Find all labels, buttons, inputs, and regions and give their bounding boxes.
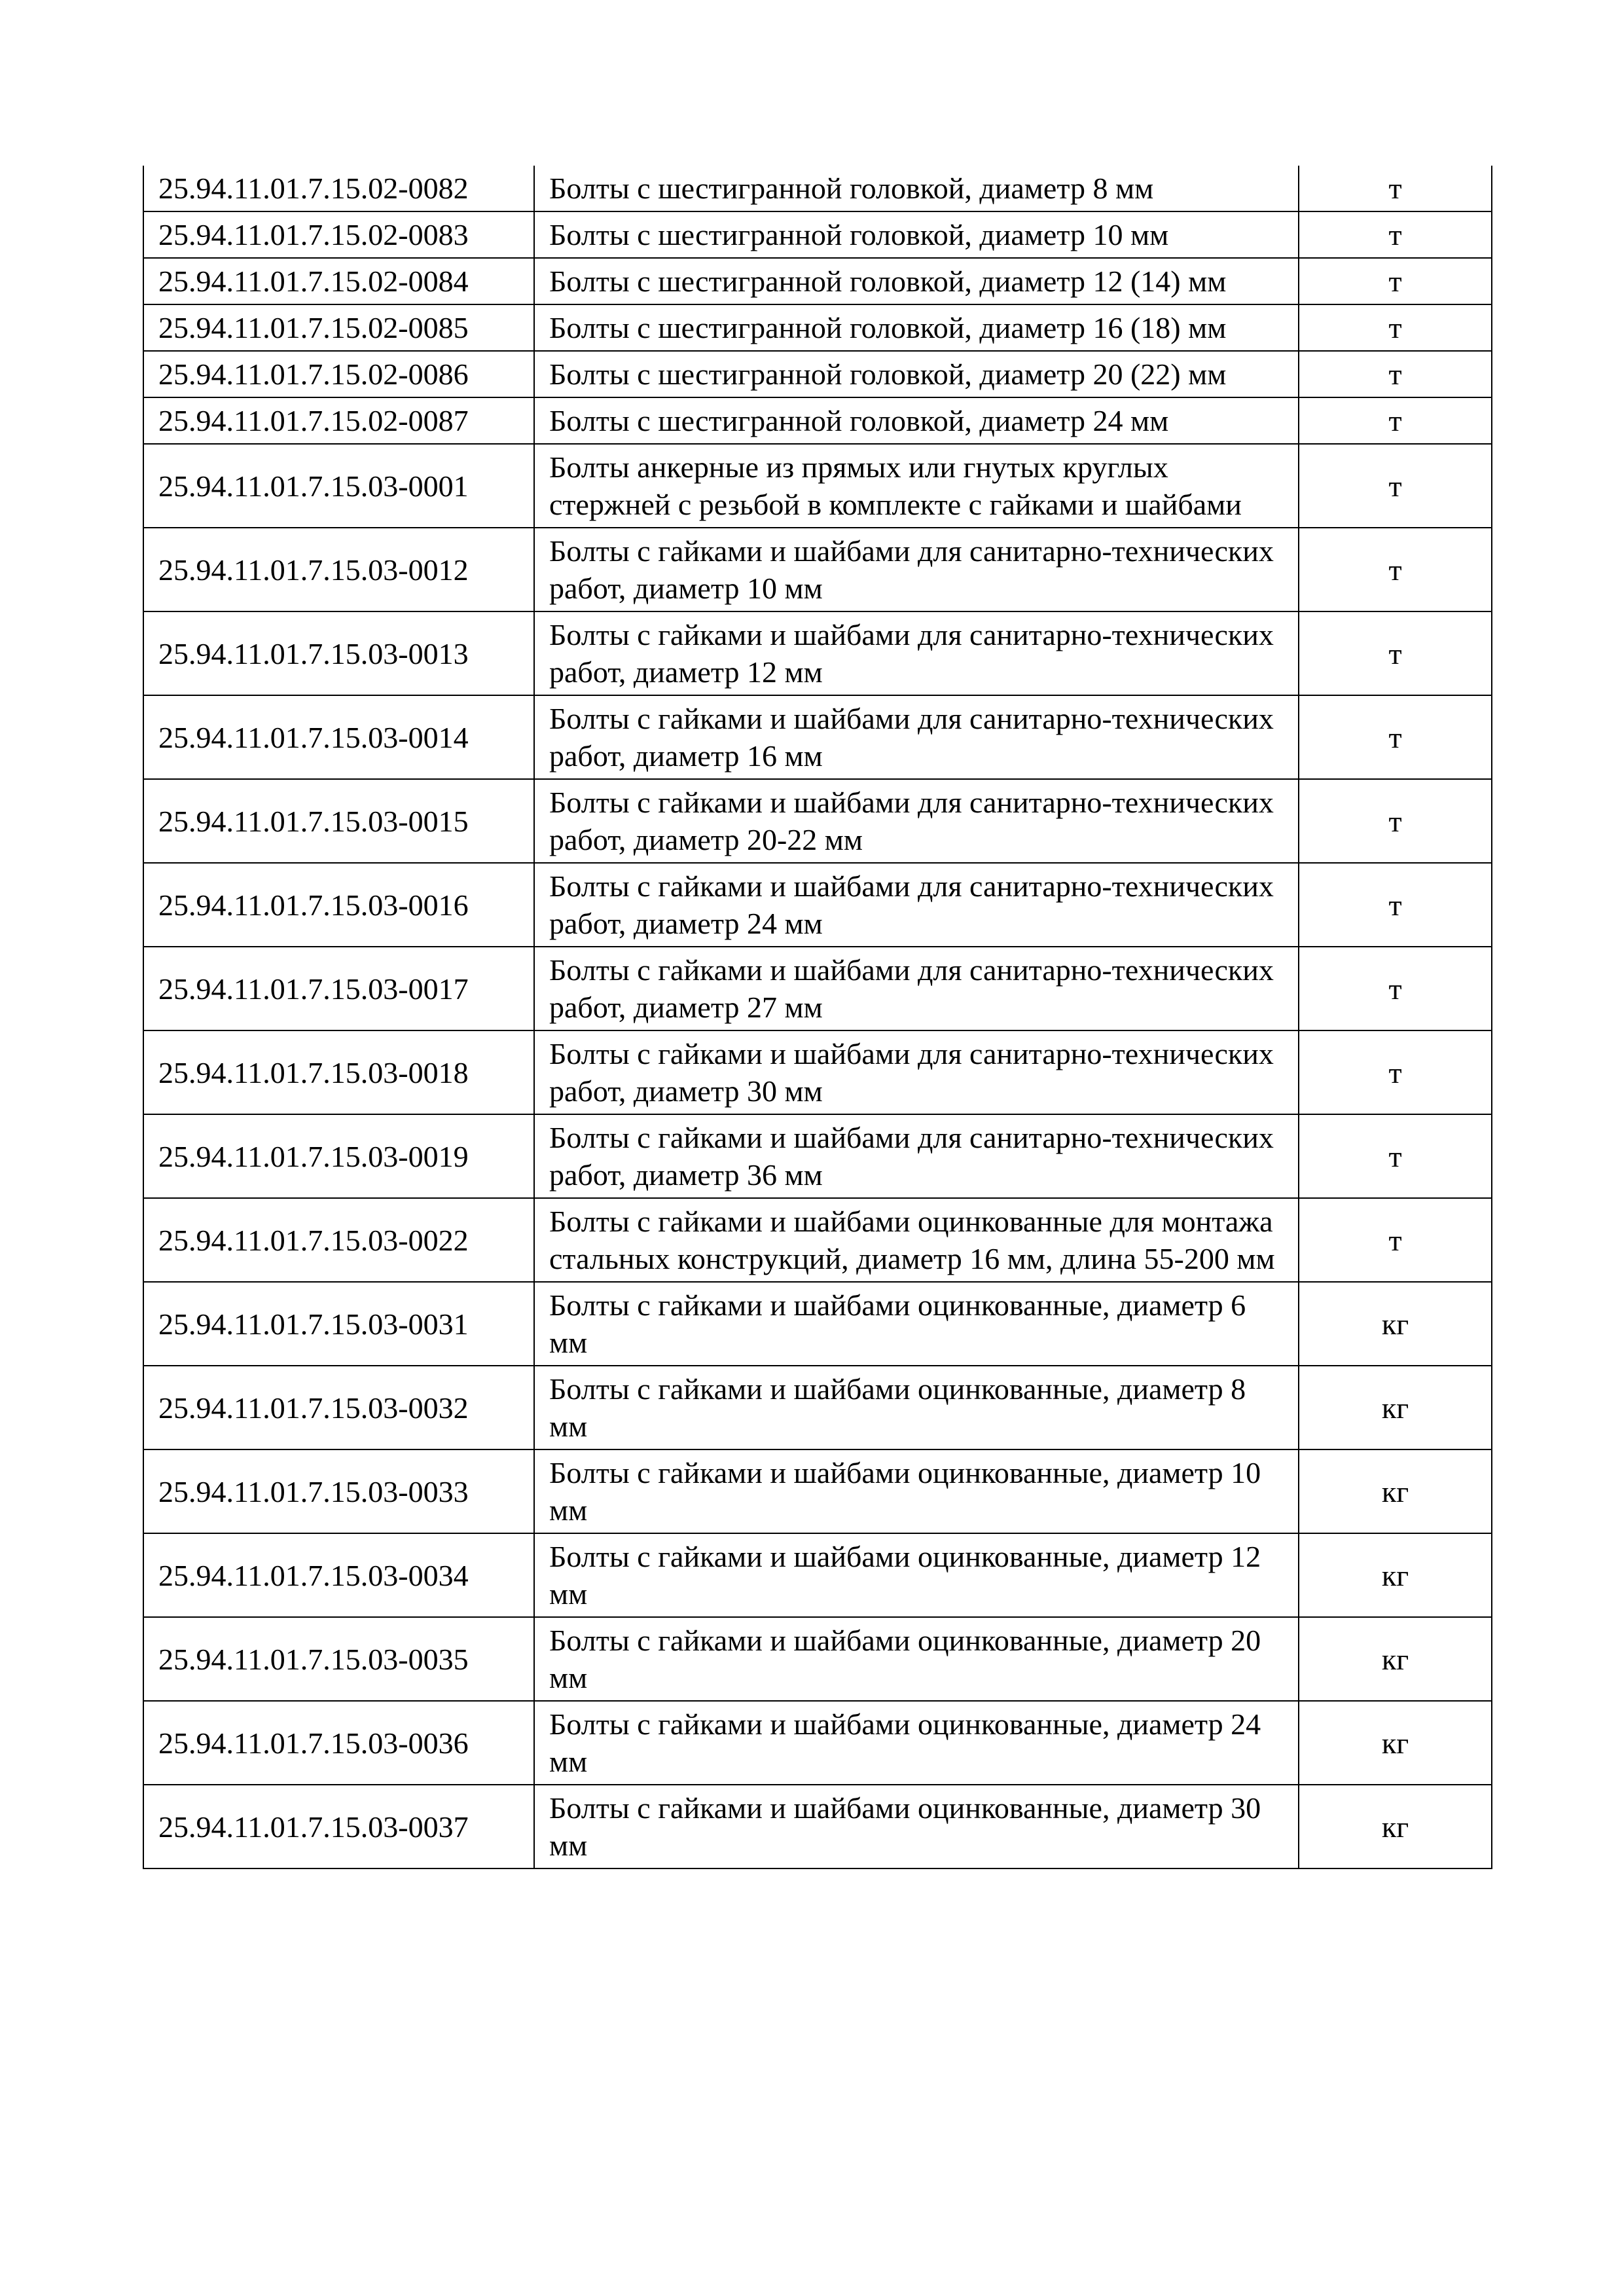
code-cell: 25.94.11.01.7.15.02-0084: [143, 258, 534, 304]
table-row: [143, 1282, 1492, 1366]
unit-cell: т: [1299, 397, 1492, 444]
name-cell: Болты с шестигранной головкой, диаметр 12 (14) мм: [534, 258, 1299, 304]
unit-cell: кг: [1299, 1533, 1492, 1617]
unit-cell: кг: [1299, 1701, 1492, 1785]
table-row: [143, 1785, 1492, 1868]
code-cell: 25.94.11.01.7.15.03-0036: [143, 1701, 534, 1785]
name-cell: Болты с шестигранной головкой, диаметр 24 мм: [534, 397, 1299, 444]
table-row: [143, 611, 1492, 695]
materials-table: [143, 166, 1492, 1869]
name-cell: Болты с гайками и шайбами для санитарно-технических работ, диаметр 30 мм: [534, 1030, 1299, 1114]
code-cell: 25.94.11.01.7.15.03-0018: [143, 1030, 534, 1114]
code-cell: 25.94.11.01.7.15.02-0086: [143, 351, 534, 397]
code-cell: 25.94.11.01.7.15.03-0013: [143, 611, 534, 695]
table-row: [143, 863, 1492, 947]
name-cell: Болты с гайками и шайбами оцинкованные, диаметр 8 мм: [534, 1366, 1299, 1449]
name-cell: Болты с шестигранной головкой, диаметр 8 мм: [534, 166, 1299, 211]
materials-table-body: [143, 166, 1492, 1868]
unit-cell: т: [1299, 211, 1492, 258]
unit-cell: т: [1299, 444, 1492, 528]
name-cell: Болты с гайками и шайбами оцинкованные, диаметр 10 мм: [534, 1449, 1299, 1533]
unit-cell: т: [1299, 779, 1492, 863]
table-row: [143, 695, 1492, 779]
code-cell: 25.94.11.01.7.15.03-0001: [143, 444, 534, 528]
code-cell: 25.94.11.01.7.15.03-0033: [143, 1449, 534, 1533]
name-cell: Болты анкерные из прямых или гнутых круглых стержней с резьбой в комплекте с гайками и шайбами: [534, 444, 1299, 528]
code-cell: 25.94.11.01.7.15.02-0085: [143, 304, 534, 351]
name-cell: Болты с шестигранной головкой, диаметр 10 мм: [534, 211, 1299, 258]
table-row: [143, 444, 1492, 528]
name-cell: Болты с гайками и шайбами для санитарно-технических работ, диаметр 27 мм: [534, 947, 1299, 1030]
table-row: [143, 1366, 1492, 1449]
code-cell: 25.94.11.01.7.15.03-0035: [143, 1617, 534, 1701]
name-cell: Болты с гайками и шайбами оцинкованные для монтажа стальных конструкций, диаметр 16 мм, длина 55-200 мм: [534, 1198, 1299, 1282]
unit-cell: т: [1299, 528, 1492, 611]
name-cell: Болты с гайками и шайбами оцинкованные, диаметр 6 мм: [534, 1282, 1299, 1366]
name-cell: Болты с шестигранной головкой, диаметр 20 (22) мм: [534, 351, 1299, 397]
name-cell: Болты с гайками и шайбами оцинкованные, диаметр 30 мм: [534, 1785, 1299, 1868]
code-cell: 25.94.11.01.7.15.03-0017: [143, 947, 534, 1030]
code-cell: 25.94.11.01.7.15.03-0015: [143, 779, 534, 863]
unit-cell: т: [1299, 1030, 1492, 1114]
name-cell: Болты с гайками и шайбами оцинкованные, диаметр 12 мм: [534, 1533, 1299, 1617]
table-row: [143, 1617, 1492, 1701]
code-cell: 25.94.11.01.7.15.03-0022: [143, 1198, 534, 1282]
unit-cell: кг: [1299, 1366, 1492, 1449]
table-row: [143, 1533, 1492, 1617]
table-row: [143, 258, 1492, 304]
name-cell: Болты с гайками и шайбами для санитарно-технических работ, диаметр 16 мм: [534, 695, 1299, 779]
unit-cell: кг: [1299, 1449, 1492, 1533]
table-row: [143, 528, 1492, 611]
table-row: [143, 304, 1492, 351]
table-row: [143, 351, 1492, 397]
code-cell: 25.94.11.01.7.15.02-0082: [143, 166, 534, 211]
code-cell: 25.94.11.01.7.15.03-0012: [143, 528, 534, 611]
code-cell: 25.94.11.01.7.15.03-0014: [143, 695, 534, 779]
unit-cell: т: [1299, 166, 1492, 211]
name-cell: Болты с гайками и шайбами для санитарно-технических работ, диаметр 36 мм: [534, 1114, 1299, 1198]
table-row: [143, 397, 1492, 444]
code-cell: 25.94.11.01.7.15.03-0037: [143, 1785, 534, 1868]
name-cell: Болты с гайками и шайбами для санитарно-технических работ, диаметр 24 мм: [534, 863, 1299, 947]
name-cell: Болты с гайками и шайбами оцинкованные, диаметр 24 мм: [534, 1701, 1299, 1785]
name-cell: Болты с гайками и шайбами оцинкованные, диаметр 20 мм: [534, 1617, 1299, 1701]
code-cell: 25.94.11.01.7.15.03-0034: [143, 1533, 534, 1617]
code-cell: 25.94.11.01.7.15.02-0083: [143, 211, 534, 258]
code-cell: 25.94.11.01.7.15.03-0019: [143, 1114, 534, 1198]
name-cell: Болты с гайками и шайбами для санитарно-технических работ, диаметр 20-22 мм: [534, 779, 1299, 863]
unit-cell: т: [1299, 258, 1492, 304]
name-cell: Болты с гайками и шайбами для санитарно-технических работ, диаметр 12 мм: [534, 611, 1299, 695]
unit-cell: т: [1299, 1198, 1492, 1282]
unit-cell: т: [1299, 351, 1492, 397]
table-row: [143, 1114, 1492, 1198]
unit-cell: т: [1299, 695, 1492, 779]
code-cell: 25.94.11.01.7.15.03-0016: [143, 863, 534, 947]
unit-cell: т: [1299, 611, 1492, 695]
code-cell: 25.94.11.01.7.15.03-0031: [143, 1282, 534, 1366]
unit-cell: кг: [1299, 1282, 1492, 1366]
table-row: [143, 1198, 1492, 1282]
code-cell: 25.94.11.01.7.15.03-0032: [143, 1366, 534, 1449]
table-row: [143, 1449, 1492, 1533]
unit-cell: кг: [1299, 1617, 1492, 1701]
table-row: [143, 211, 1492, 258]
table-row: [143, 1030, 1492, 1114]
name-cell: Болты с шестигранной головкой, диаметр 16 (18) мм: [534, 304, 1299, 351]
unit-cell: т: [1299, 304, 1492, 351]
table-row: [143, 779, 1492, 863]
unit-cell: т: [1299, 863, 1492, 947]
unit-cell: т: [1299, 1114, 1492, 1198]
table-row: [143, 947, 1492, 1030]
name-cell: Болты с гайками и шайбами для санитарно-технических работ, диаметр 10 мм: [534, 528, 1299, 611]
table-row: [143, 166, 1492, 211]
table-row: [143, 1701, 1492, 1785]
unit-cell: кг: [1299, 1785, 1492, 1868]
code-cell: 25.94.11.01.7.15.02-0087: [143, 397, 534, 444]
unit-cell: т: [1299, 947, 1492, 1030]
